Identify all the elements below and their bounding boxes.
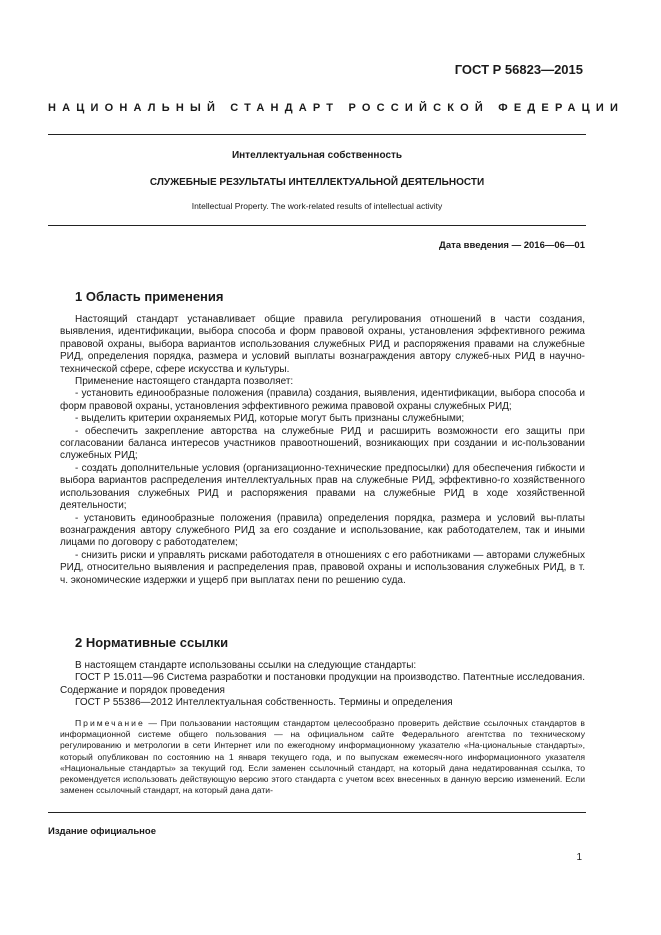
list-item: - установить единообразные положения (правила) определения порядка, размера и условий вы-платы вознаграждения автору служебного РИД за его создание и использование, как работодателем, так и иными лицами по договору с работодателем; [60, 512, 585, 549]
title-divider [48, 225, 586, 226]
paragraph: В настоящем стандарте использованы ссылки на следующие стандарты: [75, 660, 417, 671]
page-number: 1 [576, 852, 582, 863]
english-title: Intellectual Property. The work-related results of intellectual activity [191, 201, 443, 211]
note-text: — При пользовании настоящим стандартом целесообразно проверить действие ссылочных стандартов в информационной системе общего пользования — на официальном сайте Федерального агентства по техническому регулированию и метрологии в сети Интернет или по ежегодному информационному указателю «На-циональные стандарты», который опубликован по состоянию на 1 января текущего года, и по выпускам ежемесяч-ного информационного указателя «Национальные стандарты» за текущий год. Если заменен ссылочный стандарт, на который дана недатированная ссылка, то рекомендуется использовать действующую версию этого стандарта с учетом всех внесенных в данную версию изменений. Если заменен ссылочный стандарт, на который дана дати- [60, 718, 585, 796]
reference-item: ГОСТ Р 15.011—96 Система разработки и постановки продукции на производство. Патентные исследования. Содержание и порядок проведения [60, 672, 585, 696]
reference-item: ГОСТ Р 55386—2012 Интеллектуальная собственность. Термины и определения [75, 697, 453, 709]
section-1-heading: 1 Область применения [75, 289, 224, 304]
list-item: - создать дополнительные условия (организационно-технические предпосылки) для обеспечения гибкости и выбора вариантов распределения интеллектуальных прав на служебные РИД, эффективно-го хозяйственного использования служебных РИД и распоряжения правами на служебные РИД в ходе хозяйственной деятельности; [60, 462, 585, 512]
section-2-body [60, 660, 585, 710]
note-paragraph [60, 718, 585, 796]
paragraph: Применение настоящего стандарта позволяет: [75, 376, 294, 388]
subject-title: Интеллектуальная собственность [231, 150, 403, 161]
official-edition: Издание официальное [48, 826, 156, 837]
list-item: - установить единообразные положения (правила) создания, выявления, идентификации, выбора способа и форм правовой охраны, установления эффективного режима правовой охраны служебных РИД; [60, 388, 585, 412]
note [60, 718, 585, 796]
paragraph: Настоящий стандарт устанавливает общие правила регулирования отношений в части создания, выявления, идентификации, выбора способа и форм правовой охраны, установления эффективного режима правовой охраны, выбора вариантов использования служебных РИД и распоряжения правами на служебные РИД, определения порядка, размера и условий выплаты вознаграждения автору служеб-ных РИД в научно-технической сфере, сфере искусства и культуры. [60, 314, 585, 375]
list-item: - обеспечить закрепление авторства на служебные РИД и расширить возможности его защиты при согласовании баланса интересов участников правоотношений, возникающих при создании и ис-пользовании служебных РИД; [60, 425, 585, 462]
section-1-body [60, 314, 585, 587]
footer-divider [48, 812, 586, 813]
national-standard-banner: НАЦИОНАЛЬНЫЙ СТАНДАРТ РОССИЙСКОЙ ФЕДЕРАЦИИ [48, 102, 625, 114]
section-2-heading: 2 Нормативные ссылки [75, 635, 229, 650]
note-label: Примечание [75, 718, 145, 728]
top-divider [48, 134, 586, 135]
list-item: - выделить критерии охраняемых РИД, которые могут быть признаны служебными; [75, 413, 465, 425]
standard-code: ГОСТ Р 56823—2015 [454, 62, 583, 77]
list-item: - снизить риски и управлять рисками работодателя в отношениях с его работниками — авторами служебных РИД, относительно выявления и распределения прав, правовой охраны и использования служебных РИД, в т. ч. экономические издержки и ущерб при выплатах пени по решению суда. [60, 549, 585, 586]
document-title: СЛУЖЕБНЫЕ РЕЗУЛЬТАТЫ ИНТЕЛЛЕКТУАЛЬНОЙ ДЕЯТЕЛЬНОСТИ [149, 177, 485, 188]
effective-date: Дата введения — 2016—06—01 [439, 240, 585, 251]
